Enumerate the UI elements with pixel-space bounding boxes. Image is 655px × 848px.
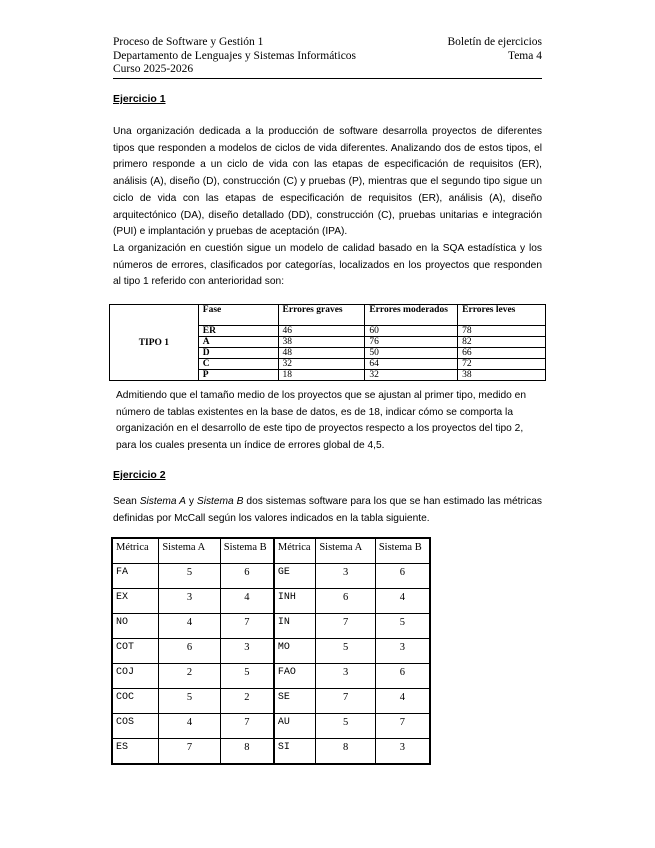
- value-cell: 7: [316, 689, 375, 714]
- value-cell: 3: [159, 589, 220, 614]
- header-cell: Fase: [198, 305, 278, 326]
- table-cell: 72: [458, 359, 546, 370]
- value-cell: 2: [159, 664, 220, 689]
- metric-cell: INH: [274, 589, 316, 614]
- metric-cell: ES: [112, 739, 159, 765]
- value-cell: 4: [375, 689, 430, 714]
- table-cell: 78: [458, 326, 546, 337]
- errors-table: [109, 304, 546, 381]
- intro-text: dos sistemas software para los que se han estimado las métricas definidas por McCall según los valores indicados en la tabla siguiente.: [113, 496, 542, 524]
- header-cell: Sistema B: [375, 538, 430, 564]
- value-cell: 7: [220, 614, 274, 639]
- value-cell: 5: [159, 689, 220, 714]
- value-cell: 6: [220, 564, 274, 589]
- value-cell: 8: [220, 739, 274, 765]
- table-row: [112, 564, 430, 589]
- header-cell: Sistema A: [159, 538, 220, 564]
- exercise-1-paragraph-1: Una organización dedicada a la producción de software desarrolla proyectos de diferentes tipos que responden a modelos de ciclos de vida diferentes. Analizando dos de estos tipos, el primero responde a un ciclo de vida con las etapas de especificación de requisitos (ER), análisis (A), diseño (D), construcción (C) y pruebas (P), mientras que el segundo tipo sigue un ciclo de vida con las etapas de especificación de requisitos (ER), análisis (A), diseño arquitectónico (DA), diseño detallado (DD), construcción (C), pruebas unitarias e integración (PUI) e implantación y pruebas de aceptación (IPA).: [113, 126, 542, 238]
- table-cell: 18: [278, 370, 365, 381]
- metric-cell: GE: [274, 564, 316, 589]
- header-cell: Errores leves: [458, 305, 546, 326]
- phase-cell: ER: [198, 326, 278, 337]
- metric-cell: NO: [112, 614, 159, 639]
- system-b-name: Sistema B: [196, 496, 244, 507]
- value-cell: 3: [375, 739, 430, 765]
- value-cell: 6: [159, 639, 220, 664]
- mccall-table-body: [112, 564, 430, 765]
- header-divider: [113, 78, 542, 79]
- header-cell: Métrica: [274, 538, 316, 564]
- exercise-1-paragraph-2: La organización en cuestión sigue un modelo de calidad basado en la SQA estadística y los números de errores, clasificados por categorías, localizados en los proyectos que responden al tipo 1 referido con anterioridad son:: [113, 243, 542, 288]
- bulletin-label: Boletín de ejercicios: [447, 36, 542, 48]
- metric-cell: FA: [112, 564, 159, 589]
- metric-cell: EX: [112, 589, 159, 614]
- metric-cell: IN: [274, 614, 316, 639]
- mccall-metrics-table: [111, 537, 431, 765]
- table-row: [112, 689, 430, 714]
- metric-cell: COC: [112, 689, 159, 714]
- table-row: [112, 589, 430, 614]
- intro-text: y: [185, 496, 197, 507]
- value-cell: 3: [220, 639, 274, 664]
- header-cell: Errores graves: [278, 305, 365, 326]
- metric-cell: SI: [274, 739, 316, 765]
- value-cell: 5: [220, 664, 274, 689]
- table-cell: 60: [365, 326, 458, 337]
- page-header: [113, 36, 542, 77]
- value-cell: 7: [220, 714, 274, 739]
- table-row: [112, 614, 430, 639]
- exercise-2-intro: [113, 494, 542, 527]
- value-cell: 6: [375, 564, 430, 589]
- table-cell: 50: [365, 348, 458, 359]
- value-cell: 3: [375, 639, 430, 664]
- value-cell: 5: [159, 564, 220, 589]
- metric-cell: COJ: [112, 664, 159, 689]
- value-cell: 6: [316, 589, 375, 614]
- table-cell: 82: [458, 337, 546, 348]
- value-cell: 8: [316, 739, 375, 765]
- table-cell: 66: [458, 348, 546, 359]
- table-cell: 64: [365, 359, 458, 370]
- table-cell: 38: [458, 370, 546, 381]
- table-header-row: [110, 305, 546, 326]
- value-cell: 7: [375, 714, 430, 739]
- value-cell: 7: [316, 614, 375, 639]
- metric-cell: COT: [112, 639, 159, 664]
- intro-text: Sean: [113, 496, 140, 507]
- system-a-name: Sistema A: [139, 496, 186, 507]
- table-cell: 32: [365, 370, 458, 381]
- table-cell: 46: [278, 326, 365, 337]
- table-row: [112, 739, 430, 765]
- metric-cell: SE: [274, 689, 316, 714]
- value-cell: 5: [375, 614, 430, 639]
- department-name: Departamento de Lenguajes y Sistemas Informáticos: [113, 49, 357, 62]
- table-cell: 76: [365, 337, 458, 348]
- value-cell: 7: [159, 739, 220, 765]
- header-cell: Sistema A: [316, 538, 375, 564]
- course-year: Curso 2025-2026: [113, 63, 194, 75]
- header-cell: Errores moderados: [365, 305, 458, 326]
- phase-cell: P: [198, 370, 278, 381]
- value-cell: 5: [316, 714, 375, 739]
- value-cell: 3: [316, 664, 375, 689]
- exercise-1-paragraph-3: Admitiendo que el tamaño medio de los proyectos que se ajustan al primer tipo, medido en número de tablas existentes en la base de datos, es de 18, indicar cómo se comporta la organización en el desarrollo de este tipo de proyectos respecto a los proyectos del tipo 2, para los cuales presenta un índice de errores global de 4,5.: [116, 390, 527, 452]
- metric-cell: AU: [274, 714, 316, 739]
- table-cell: 32: [278, 359, 365, 370]
- value-cell: 5: [316, 639, 375, 664]
- type-label: TIPO 1: [110, 305, 199, 381]
- exercise-1-title: Ejercicio 1: [113, 93, 166, 105]
- value-cell: 4: [159, 614, 220, 639]
- value-cell: 4: [220, 589, 274, 614]
- value-cell: 4: [159, 714, 220, 739]
- value-cell: 6: [375, 664, 430, 689]
- phase-cell: A: [198, 337, 278, 348]
- exercise-2-title: Ejercicio 2: [113, 469, 166, 481]
- table-cell: 48: [278, 348, 365, 359]
- table-cell: 38: [278, 337, 365, 348]
- value-cell: 4: [375, 589, 430, 614]
- value-cell: 2: [220, 689, 274, 714]
- phase-cell: D: [198, 348, 278, 359]
- table-header-row: [112, 538, 430, 564]
- phase-cell: C: [198, 359, 278, 370]
- metric-cell: FAO: [274, 664, 316, 689]
- table-row: [112, 664, 430, 689]
- topic-label: Tema 4: [507, 49, 542, 62]
- metric-cell: COS: [112, 714, 159, 739]
- table-row: [112, 639, 430, 664]
- header-cell: Sistema B: [220, 538, 274, 564]
- course-name: Proceso de Software y Gestión 1: [113, 36, 264, 48]
- metric-cell: MO: [274, 639, 316, 664]
- value-cell: 3: [316, 564, 375, 589]
- table-row: [112, 714, 430, 739]
- header-cell: Métrica: [112, 538, 159, 564]
